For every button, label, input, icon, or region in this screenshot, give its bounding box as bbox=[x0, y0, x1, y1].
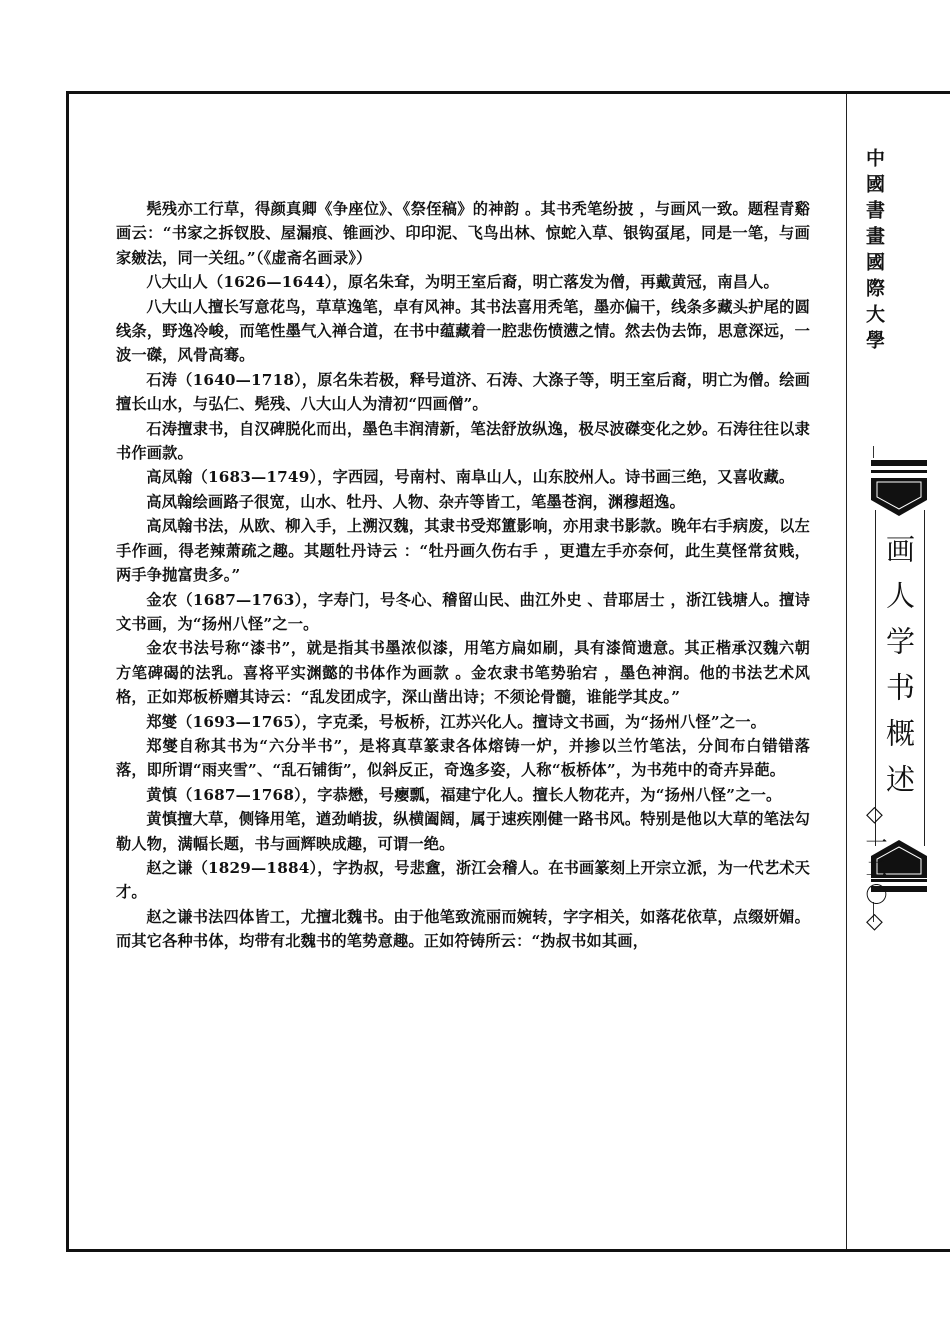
sidebar bbox=[847, 94, 950, 1249]
paragraph: 高凤翰绘画路子很宽，山水、牡丹、人物、杂卉等皆工，笔墨苍润，渊穆超逸。 bbox=[146, 492, 685, 511]
page-frame-left bbox=[66, 91, 69, 1252]
paragraph: 金农书法号称“漆书”，就是指其书墨浓似漆，用笔方扁如刷，具有漆简遗意。其正楷承汉魏六朝方笔碑碣的法乳。喜将平实渊懿的书体作为画款 。金农隶书笔势骀宕 ，墨色神润。他的书法艺术风格，正如郑板桥赠其诗云：“乱发团成字，深山凿出诗；不须论骨髓，谁能学其皮。” bbox=[116, 639, 810, 707]
university-name: 中國書畫國際大學 bbox=[863, 148, 885, 356]
paragraph: 石涛擅隶书，自汉碑脱化而出，墨色丰润清新，笔法舒放纵逸，极尽波磔变化之妙。石涛往往以隶书作画款。 bbox=[116, 419, 810, 463]
page-frame-bottom bbox=[66, 1249, 950, 1252]
paragraph: 郑燮（1693—1765），字克柔，号板桥，江苏兴化人。擅诗文书画，为“扬州八怪”之一。 bbox=[146, 712, 766, 731]
paragraph: 八大山人（1626—1644），原名朱耷，为明王室后裔，明亡落发为僧，再戴黄冠，南昌人。 bbox=[146, 273, 779, 292]
paragraph: 赵之谦（1829—1884），字㧑叔，号悲盦，浙江会稽人。在书画篆刻上开宗立派，为一代艺术天才。 bbox=[116, 858, 810, 902]
paragraph: 高凤翰书法，从欧、柳入手，上溯汉魏，其隶书受郑簠影响，亦用隶书影款。晚年右手病废，以左手作画，得老辣萧疏之趣。其题牡丹诗云 ：“牡丹画久伤右手 ，更遣左手亦奈何，此生莫怪常贫贱，两手争抛富贵多。” bbox=[116, 517, 810, 585]
sidebar-rule bbox=[873, 446, 874, 458]
paragraph: 黄慎擅大草，侧锋用笔，遒劲峭拔，纵横阖阔，属于速疾刚健一路书风。特别是他以大草的笔法勾勒人物，满幅长题，书与画辉映成趣，可谓一绝。 bbox=[116, 810, 810, 853]
title-bar-top bbox=[871, 460, 927, 466]
title-bar-top-thin bbox=[871, 470, 927, 473]
paragraph: 髡残亦工行草，得颜真卿《争座位》、《祭侄稿》的神韵 。其书秃笔纷披 ，与画风一致。题程青谿画云：“书家之拆钗股、屋漏痕、锥画沙、印印泥、飞鸟出林、惊蛇入草、银钩虿尾，同是一笔，与画家皴法，同一关纽。”（《虚斋名画录》） bbox=[116, 200, 810, 267]
paragraph: 石涛（1640—1718），原名朱若极，释号道济、石涛、大涤子等，明王室后裔，明亡为僧。绘画擅长山水，与弘仁、髡残、八大山人为清初“四画僧”。 bbox=[116, 370, 810, 414]
paragraph: 赵之谦书法四体皆工，尤擅北魏书。由于他笔致流丽而婉转，字字相关，如落花依草，点缀妍媚。而其它各种书体，均带有北魏书的笔势意趣。正如符铸所云：“㧑叔书如其画， bbox=[116, 907, 810, 951]
paragraph: 黄慎（1687—1768），字恭懋，号瘿瓢，福建宁化人。擅长人物花卉，为“扬州八怪”之一。 bbox=[146, 785, 782, 804]
page-frame-top bbox=[66, 91, 950, 94]
paragraph: 金农（1687—1763），字寿门，号冬心、稽留山民、曲江外史 、昔耶居士 ，浙江钱塘人。擅诗文书画，为“扬州八怪”之一。 bbox=[116, 590, 810, 633]
paragraph: 八大山人擅长写意花鸟，草草逸笔，卓有风神。其书法喜用秃笔，墨亦偏干，线条多藏头护尾的圆线条，野逸冷峻，而笔性墨气入禅合道，在书中蕴藏着一腔悲伤愤懑之情。然去伪去饰，思意深远，一波一磔，风骨高骞。 bbox=[116, 297, 810, 365]
body-text bbox=[116, 197, 810, 954]
page-number: ◇一二〇◇ bbox=[862, 802, 887, 938]
book-title: 画人学书概述 bbox=[882, 534, 916, 810]
paragraph: 郑燮自称其书为“六分半书”，是将真草篆隶各体熔铸一炉，并掺以兰竹笔法，分间布白错错落落，即所谓“雨夹雪”、“乱石铺街”，似斜反正，奇逸多姿，人称“板桥体”，为书苑中的奇卉异葩。 bbox=[116, 736, 810, 780]
paragraph: 高凤翰（1683—1749），字西园，号南村、南阜山人，山东胶州人。诗书画三绝，又喜收藏。 bbox=[146, 468, 795, 487]
